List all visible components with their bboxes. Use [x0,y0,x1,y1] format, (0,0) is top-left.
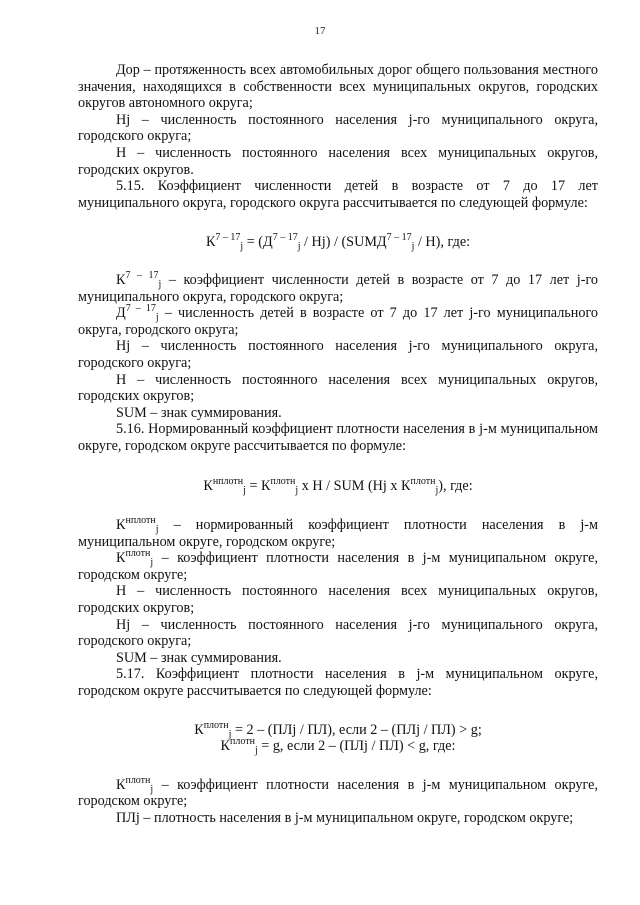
paragraph-s517: 5.17. Коэффициент плотности населения в j-м муниципальном округе, городском округе рассчитывается по следующей формуле: [78,666,598,699]
formula-term: j [295,485,299,497]
formula-term: нплотн [125,515,156,527]
paragraph-s515: 5.15. Коэффициент численности детей в возрасте от 7 до 17 лет муниципального округа, городского округа рассчитывается по следующей формуле: [78,178,598,211]
paragraph-kpl-def-2 [78,774,598,810]
formula-term: = 2 – (ПЛj / ПЛ), если 2 – (ПЛj / ПЛ) > g; [231,721,482,738]
paragraph-kpl-def-1 [78,550,598,583]
formula-term: j [150,783,154,795]
formula-term: – коэффициент плотности населения в j-м муниципальном округе, городском округе; [78,550,598,583]
paragraph-sum-def-1: SUM – знак суммирования. [116,404,282,421]
formula-term: плотн [125,774,151,786]
formula-term: К [220,738,230,755]
formula-term: плотн [270,476,296,488]
formula-term: К [194,721,204,738]
formula-term: К [203,478,213,495]
formula-term: – коэффициент плотности населения в j-м муниципальном округе, городском округе; [78,776,598,810]
document-body [78,62,598,827]
formula-term: 7 – 17 [386,232,412,244]
formula-term: Д [116,305,126,322]
formula-f1 [78,234,598,251]
formula-term: = g, если 2 – (ПЛj / ПЛ) < g, где: [257,738,456,755]
formula-f2 [78,478,598,495]
formula-term: j [150,557,154,569]
formula-term: плотн [410,476,436,488]
formula-term: 7 – 17 [215,232,241,244]
paragraph-h-def-3: Н – численность постоянного населения всех муниципальных округов, городских округов; [78,583,598,617]
paragraph-h-def-2: Н – численность постоянного населения всех муниципальных округов, городских округов; [78,371,598,405]
formula-term: плотн [230,736,255,748]
formula-term: плотн [203,719,229,731]
formula-term: j [158,278,162,290]
paragraph-hj-def-3: Нj – численность постоянного населения j-го муниципального округа, городского округа; [78,616,598,650]
formula-term: 7 – 17 [125,269,159,281]
formula-term: x Н / SUM (Нj x К [298,478,411,495]
paragraph-k717-def [78,269,599,305]
formula-term: – коэффициент численности детей в возрасте от 7 до 17 лет j-го муниципального округа, городского округа; [78,271,599,305]
formula-term: j [435,485,439,497]
paragraph-hj-def-1: Нj – численность постоянного населения j-го муниципального округа, городского округа; [78,111,598,145]
formula-term: нплотн [212,476,244,488]
formula-term: плотн [125,548,151,560]
formula-term: К [116,517,126,534]
formula-term: К [116,550,126,567]
formula-term: / Н), где: [414,234,471,251]
formula-term: 7 – 17 [272,232,298,244]
formula-term: j [240,241,244,253]
formula-term: j [297,241,301,253]
page-number: 17 [314,25,326,37]
formula-f3b [78,738,598,755]
formula-f3a [78,719,598,740]
paragraph-sum-def-2: SUM – знак суммирования. [116,649,282,666]
paragraph-dor-def: Дор – протяженность всех автомобильных дорог общего пользования местного значения, находящихся в собственности всех муниципальных округов, городских округов автономного округа; [78,62,598,112]
formula-term: j [254,745,258,757]
paragraph-plj-def: ПЛj – плотность населения в j-м муниципальном округе, городском округе; [116,809,574,826]
paragraph-d717-def [78,305,598,338]
formula-term: = (Д [243,234,273,251]
formula-term: j [155,312,159,324]
formula-term: 7 – 17 [125,303,156,315]
formula-term: j [155,524,159,536]
formula-term: ), где: [438,478,473,495]
paragraph-hj-def-2: Нj – численность постоянного населения j-го муниципального округа, городского округа; [78,338,598,371]
formula-term: – нормированный коэффициент плотности населения в j-м муниципальном округе, городском округе; [78,517,598,550]
formula-term: К [116,776,126,793]
paragraph-s516: 5.16. Нормированный коэффициент плотности населения в j-м муниципальном округе, городском округе рассчитывается по формуле: [78,421,598,454]
formula-term: – численность детей в возрасте от 7 до 17 лет j-го муниципального округа, городского округа; [78,305,599,338]
formula-term: j [243,485,246,497]
paragraph-h-def-1: Н – численность постоянного населения всех муниципальных округов, городских округов. [78,144,598,178]
formula-term: К [205,234,216,251]
paragraph-knpl-def [78,517,598,550]
formula-term: К [116,271,126,288]
formula-term: j [411,241,415,253]
formula-term: = К [245,478,271,495]
formula-term: / Нj) / (SUMД [300,234,387,251]
formula-term: j [228,728,232,740]
